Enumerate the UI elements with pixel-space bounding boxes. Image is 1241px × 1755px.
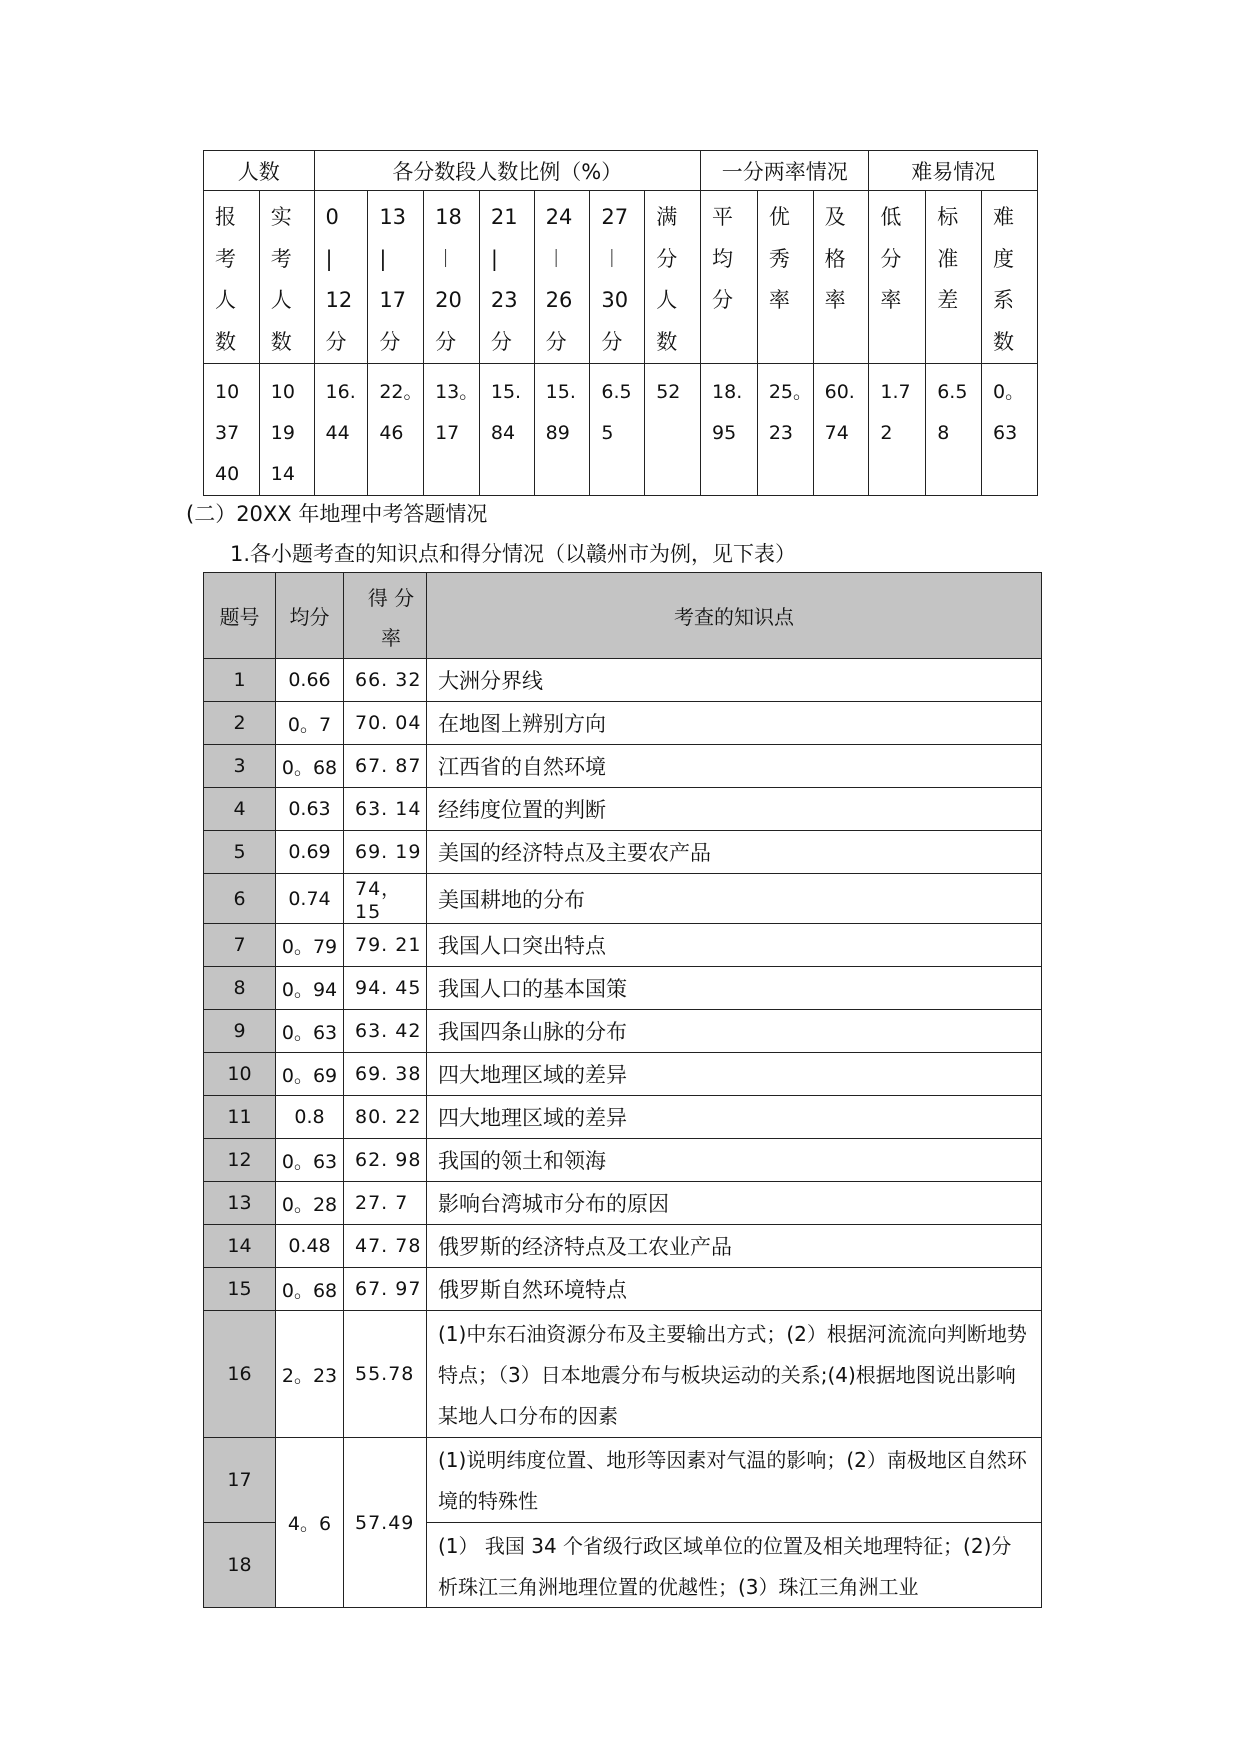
knowledge-point: 我国的领土和领海 — [427, 1139, 1042, 1182]
table-row — [204, 924, 1042, 967]
average-score: 0。68 — [276, 745, 344, 788]
score-rate: 55.78 — [344, 1311, 427, 1438]
group-header-rates: 一分两率情况 — [701, 151, 869, 191]
question-number: 4 — [204, 788, 276, 831]
sub-header-cell — [926, 191, 982, 364]
value-text: 15. 84 — [490, 381, 522, 444]
value-cell — [314, 364, 368, 496]
knowledge-point: 四大地理区域的差异 — [427, 1053, 1042, 1096]
question-number: 16 — [204, 1311, 276, 1438]
sub-header-text: 0 | 12 分 — [325, 205, 353, 354]
sub-header-text: 27 ︱ 30 分 — [601, 205, 629, 354]
table-row — [204, 1139, 1042, 1182]
value-text: 25。 23 — [768, 381, 813, 444]
table-row — [204, 1096, 1042, 1139]
value-text: 13。 17 — [435, 381, 479, 444]
value-cell — [424, 364, 480, 496]
average-score: 2。23 — [276, 1311, 344, 1438]
value-cell — [645, 364, 701, 496]
question-number: 14 — [204, 1225, 276, 1268]
score-rate: 69. 38 — [344, 1053, 427, 1096]
sub-header-cell — [368, 191, 424, 364]
knowledge-point-cell — [427, 1523, 1042, 1608]
average-score: 4。6 — [276, 1438, 344, 1608]
sub-header-cell — [314, 191, 368, 364]
table-row — [204, 1311, 1042, 1438]
table-row — [204, 745, 1042, 788]
table-row — [204, 659, 1042, 702]
knowledge-point: 我国人口的基本国策 — [427, 967, 1042, 1010]
knowledge-point: 我国人口突出特点 — [427, 924, 1042, 967]
exam-statistics-table — [203, 150, 1038, 496]
value-text: 22。 46 — [379, 381, 423, 444]
value-cell — [926, 364, 982, 496]
sub-header-cell — [869, 191, 926, 364]
table-row — [204, 1438, 1042, 1523]
value-text: 0。 63 — [993, 381, 1025, 444]
average-score: 0.66 — [276, 659, 344, 702]
average-score: 0。28 — [276, 1182, 344, 1225]
group-header-headcount: 人数 — [204, 151, 315, 191]
score-rate: 67. 97 — [344, 1268, 427, 1311]
sub-header-text: 难 度 系 数 — [993, 205, 1014, 354]
sub-header-text: 21 | 23 分 — [490, 205, 518, 354]
knowledge-point: 江西省的自然环境 — [427, 745, 1042, 788]
knowledge-point: (1） 我国 34 个省级行政区域单位的位置及相关地理特征；(2)分析珠江三角洲地理位置的优越性；(3）珠江三角洲工业 — [438, 1533, 1012, 1599]
knowledge-point: 美国的经济特点及主要农产品 — [427, 831, 1042, 874]
table-header-row — [204, 573, 1042, 659]
question-number: 3 — [204, 745, 276, 788]
value-text: 10 19 14 — [270, 381, 295, 485]
table-row — [204, 1182, 1042, 1225]
section-heading: (二）20XX 年地理中考答题情况 — [186, 502, 488, 526]
score-rate: 74，15 — [344, 874, 427, 924]
score-rate: 79. 21 — [344, 924, 427, 967]
question-analysis-table — [203, 572, 1042, 1608]
average-score: 0。7 — [276, 702, 344, 745]
average-score: 0.69 — [276, 831, 344, 874]
value-cell — [534, 364, 590, 496]
header-score-rate-text: 得 分 率 — [367, 585, 415, 650]
value-text: 10 37 40 — [215, 381, 240, 485]
header-average-score: 均分 — [276, 573, 344, 659]
knowledge-point: 俄罗斯的经济特点及工农业产品 — [427, 1225, 1042, 1268]
value-cell — [757, 364, 813, 496]
sub-header-text: 优 秀 率 — [768, 205, 790, 312]
score-rate: 63. 14 — [344, 788, 427, 831]
table-row — [204, 831, 1042, 874]
value-text: 60. 74 — [824, 381, 855, 444]
score-rate: 67. 87 — [344, 745, 427, 788]
sub-header-cell — [982, 191, 1038, 364]
sub-header-cell — [259, 191, 314, 364]
score-rate: 69. 19 — [344, 831, 427, 874]
header-knowledge-point: 考查的知识点 — [427, 573, 1042, 659]
sub-header-cell — [590, 191, 645, 364]
sub-header-cell — [701, 191, 758, 364]
value-text: 18. 95 — [712, 381, 743, 444]
table-row — [204, 788, 1042, 831]
score-rate: 62. 98 — [344, 1139, 427, 1182]
average-score: 0.48 — [276, 1225, 344, 1268]
value-cell — [590, 364, 645, 496]
knowledge-point: 影响台湾城市分布的原因 — [427, 1182, 1042, 1225]
value-cell — [869, 364, 926, 496]
header-question-number: 题号 — [204, 573, 276, 659]
knowledge-point: 经纬度位置的判断 — [427, 788, 1042, 831]
sub-header-text: 及 格 率 — [824, 205, 846, 312]
question-number: 10 — [204, 1053, 276, 1096]
average-score: 0。63 — [276, 1010, 344, 1053]
sub-header-text: 18 ︱ 20 分 — [435, 205, 462, 354]
sub-header-cell — [534, 191, 590, 364]
value-text: 16. 44 — [325, 381, 356, 444]
value-text: 15. 89 — [545, 381, 576, 444]
question-number: 8 — [204, 967, 276, 1010]
average-score: 0。69 — [276, 1053, 344, 1096]
score-rate: 57.49 — [344, 1438, 427, 1608]
knowledge-point: 在地图上辨别方向 — [427, 702, 1042, 745]
question-number: 18 — [204, 1523, 276, 1608]
value-text: 6.5 8 — [937, 381, 968, 444]
question-number: 7 — [204, 924, 276, 967]
value-cell — [701, 364, 758, 496]
value-text: 1.7 2 — [880, 381, 911, 444]
sub-header-text: 平 均 分 — [712, 205, 734, 312]
sub-header-cell — [645, 191, 701, 364]
sub-header-text: 24 ︱ 26 分 — [545, 205, 573, 354]
knowledge-point: (1)中东石油资源分布及主要输出方式；(2）根据河流流向判断地势特点；（3）日本地震分布与板块运动的关系;(4)根据地图说出影响某地人口分布的因素 — [427, 1311, 1042, 1438]
subsection-heading: 1.各小题考查的知识点和得分情况（以赣州市为例，见下表） — [230, 542, 797, 566]
value-cell — [204, 364, 260, 496]
sub-header-text: 低 分 率 — [880, 205, 902, 312]
knowledge-point: 美国耕地的分布 — [427, 874, 1042, 924]
question-number: 17 — [204, 1438, 276, 1523]
sub-header-text: 报 考 人 数 — [215, 205, 236, 354]
table-row — [204, 1010, 1042, 1053]
value-text: 52 — [656, 381, 681, 403]
value-cell — [259, 364, 314, 496]
value-cell — [368, 364, 424, 496]
sub-header-cell — [204, 191, 260, 364]
sub-header-text: 13 | 17 分 — [379, 205, 407, 354]
table-row — [204, 1225, 1042, 1268]
average-score: 0。68 — [276, 1268, 344, 1311]
sub-header-text: 实 考 人 数 — [270, 205, 292, 354]
sub-header-cell — [813, 191, 869, 364]
table-row — [204, 874, 1042, 924]
knowledge-point: 我国四条山脉的分布 — [427, 1010, 1042, 1053]
question-number: 13 — [204, 1182, 276, 1225]
score-rate: 70. 04 — [344, 702, 427, 745]
question-number: 1 — [204, 659, 276, 702]
knowledge-point: 大洲分界线 — [427, 659, 1042, 702]
sub-header-text: 满 分 人 数 — [656, 205, 678, 354]
score-rate: 94. 45 — [344, 967, 427, 1010]
average-score: 0。63 — [276, 1139, 344, 1182]
sub-header-cell — [424, 191, 480, 364]
question-number: 2 — [204, 702, 276, 745]
question-number: 9 — [204, 1010, 276, 1053]
average-score: 0.63 — [276, 788, 344, 831]
group-header-score-bands: 各分数段人数比例（%） — [314, 151, 701, 191]
average-score: 0.74 — [276, 874, 344, 924]
score-rate: 63. 42 — [344, 1010, 427, 1053]
table-row — [204, 1268, 1042, 1311]
average-score: 0.8 — [276, 1096, 344, 1139]
question-number: 15 — [204, 1268, 276, 1311]
value-text: 6.5 5 — [601, 381, 632, 444]
score-rate: 66. 32 — [344, 659, 427, 702]
average-score: 0。94 — [276, 967, 344, 1010]
question-number: 11 — [204, 1096, 276, 1139]
knowledge-point: 四大地理区域的差异 — [427, 1096, 1042, 1139]
score-rate: 80. 22 — [344, 1096, 427, 1139]
knowledge-point: (1)说明纬度位置、地形等因素对气温的影响；(2）南极地区自然环境的特殊性 — [427, 1438, 1042, 1523]
knowledge-point: 俄罗斯自然环境特点 — [427, 1268, 1042, 1311]
header-score-rate — [344, 573, 427, 659]
group-header-difficulty: 难易情况 — [869, 151, 1038, 191]
score-rate: 47. 78 — [344, 1225, 427, 1268]
question-number: 12 — [204, 1139, 276, 1182]
sub-header-text: 标 准 差 — [937, 205, 959, 312]
table-row — [204, 702, 1042, 745]
value-cell — [813, 364, 869, 496]
table-row — [204, 967, 1042, 1010]
value-cell — [982, 364, 1038, 496]
table-row — [204, 1053, 1042, 1096]
value-cell — [479, 364, 534, 496]
score-rate: 27. 7 — [344, 1182, 427, 1225]
average-score: 0。79 — [276, 924, 344, 967]
question-number: 5 — [204, 831, 276, 874]
sub-header-cell — [757, 191, 813, 364]
question-number: 6 — [204, 874, 276, 924]
sub-header-cell — [479, 191, 534, 364]
